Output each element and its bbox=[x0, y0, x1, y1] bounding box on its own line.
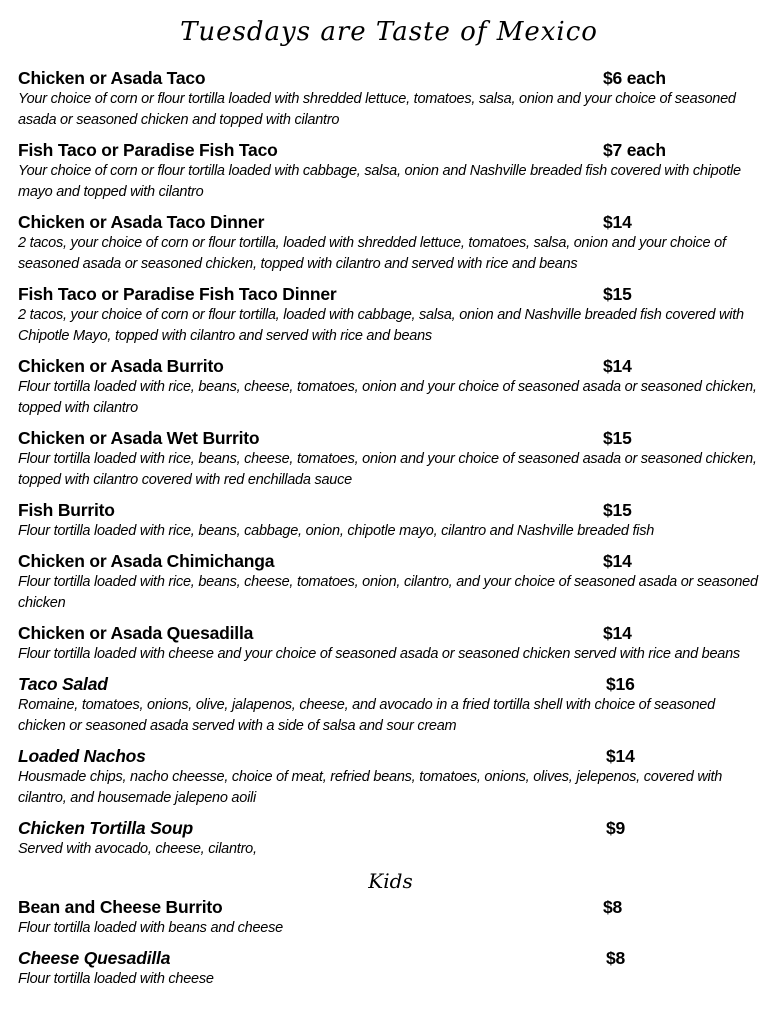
menu-item bbox=[18, 211, 763, 275]
menu-item-header bbox=[18, 283, 763, 305]
menu-item-name: Chicken or Asada Taco bbox=[18, 68, 206, 88]
menu-item-description: Flour tortilla loaded with rice, beans, cheese, tomatoes, onion, cilantro, and your choice of seasoned asada or seasoned chicken bbox=[18, 574, 758, 611]
menu-item bbox=[18, 673, 763, 737]
menu-item bbox=[18, 745, 763, 809]
menu bbox=[18, 67, 763, 998]
menu-item-header bbox=[18, 427, 763, 449]
menu-item-price: $15 bbox=[603, 428, 632, 448]
menu-item-name: Chicken or Asada Quesadilla bbox=[18, 623, 254, 643]
menu-item-header bbox=[18, 896, 763, 918]
menu-item-price: $15 bbox=[603, 284, 632, 304]
menu-item-header bbox=[18, 355, 763, 377]
menu-item-description: 2 tacos, your choice of corn or flour tortilla, loaded with cabbage, salsa, onion and Nashville breaded fish covered with Chipotle Mayo, topped with cilantro and served with rice and beans bbox=[18, 307, 744, 344]
kids-menu-item bbox=[18, 947, 763, 990]
menu-item-price: $15 bbox=[603, 500, 632, 520]
menu-item bbox=[18, 427, 763, 491]
menu-item-header bbox=[18, 817, 763, 839]
menu-item-header bbox=[18, 622, 763, 644]
menu-item bbox=[18, 67, 763, 131]
menu-item-name: Bean and Cheese Burrito bbox=[18, 897, 223, 917]
menu-item-header bbox=[18, 550, 763, 572]
menu-item bbox=[18, 550, 763, 614]
menu-item-description: Flour tortilla loaded with rice, beans, cabbage, onion, chipotle mayo, cilantro and Nashville breaded fish bbox=[18, 523, 655, 539]
menu-item bbox=[18, 355, 763, 419]
menu-item-price: $14 bbox=[606, 746, 635, 766]
menu-item-price: $7 each bbox=[603, 140, 666, 160]
menu-item-description: Romaine, tomatoes, onions, olive, jalapenos, cheese, and avocado in a fried tortilla shell with choice of seasoned chicken or seasoned asada served with a side of salsa and sour cream bbox=[18, 697, 715, 734]
menu-item-description: Flour tortilla loaded with rice, beans, cheese, tomatoes, onion and your choice of seasoned asada or seasoned chicken, topped with cilantro covered with red enchillada sauce bbox=[18, 451, 757, 488]
menu-item-name: Chicken Tortilla Soup bbox=[18, 818, 194, 838]
menu-item-description: Flour tortilla loaded with cheese and your choice of seasoned asada or seasoned chicken served with rice and beans bbox=[18, 646, 740, 662]
menu-item bbox=[18, 283, 763, 347]
kids-menu-item bbox=[18, 896, 763, 939]
menu-item-name: Chicken or Asada Taco Dinner bbox=[18, 212, 265, 232]
menu-item-name: Loaded Nachos bbox=[18, 746, 146, 766]
menu-item bbox=[18, 139, 763, 203]
menu-item bbox=[18, 622, 763, 665]
menu-item-price: $16 bbox=[606, 674, 635, 694]
menu-item-price: $8 bbox=[606, 948, 626, 968]
menu-item-description: Housmade chips, nacho cheesse, choice of meat, refried beans, tomatoes, onions, olives, jelepenos, covered with cilantro, and housemade jalepeno aoili bbox=[18, 769, 723, 806]
menu-item-description: Served with avocado, cheese, cilantro, bbox=[18, 841, 257, 857]
kids-section-title: Kids bbox=[368, 869, 413, 893]
menu-item-description: Flour tortilla loaded with beans and cheese bbox=[18, 920, 283, 936]
page-title: Tuesdays are Taste of Mexico bbox=[180, 17, 598, 47]
menu-item-name: Chicken or Asada Burrito bbox=[18, 356, 224, 376]
menu-item-header bbox=[18, 211, 763, 233]
menu-item-name: Taco Salad bbox=[18, 674, 108, 694]
menu-item-header bbox=[18, 745, 763, 767]
menu-item-description: Your choice of corn or flour tortilla loaded with shredded lettuce, tomatoes, salsa, onion and your choice of seasoned asada or seasoned chicken and topped with cilantro bbox=[18, 91, 736, 128]
menu-item-header bbox=[18, 67, 763, 89]
menu-item-name: Fish Burrito bbox=[18, 500, 115, 520]
menu-item-name: Chicken or Asada Wet Burrito bbox=[18, 428, 260, 448]
menu-item-name: Chicken or Asada Chimichanga bbox=[18, 551, 275, 571]
menu-item-header bbox=[18, 139, 763, 161]
menu-item-description: Flour tortilla loaded with rice, beans, cheese, tomatoes, onion and your choice of seasoned asada or seasoned chicken, topped with cilantro bbox=[18, 379, 757, 416]
menu-item bbox=[18, 499, 763, 542]
menu-item-name: Cheese Quesadilla bbox=[18, 948, 171, 968]
menu-item-description: 2 tacos, your choice of corn or flour tortilla, loaded with shredded lettuce, tomatoes, salsa, onion and your choice of seasoned asada or seasoned chicken, topped with cilantro and served with rice and beans bbox=[18, 235, 726, 272]
menu-item-header bbox=[18, 673, 763, 695]
menu-item-price: $6 each bbox=[603, 68, 666, 88]
menu-item-name: Fish Taco or Paradise Fish Taco Dinner bbox=[18, 284, 337, 304]
menu-item-price: $14 bbox=[603, 356, 632, 376]
menu-item-header bbox=[18, 499, 763, 521]
menu-item-description: Flour tortilla loaded with cheese bbox=[18, 971, 214, 987]
menu-item-price: $9 bbox=[606, 818, 626, 838]
menu-item bbox=[18, 817, 763, 860]
menu-item-description: Your choice of corn or flour tortilla loaded with cabbage, salsa, onion and Nashville breaded fish covered with chipotle mayo and topped with cilantro bbox=[18, 163, 741, 200]
menu-item-header bbox=[18, 947, 763, 969]
menu-item-price: $8 bbox=[603, 897, 623, 917]
menu-item-price: $14 bbox=[603, 551, 632, 571]
menu-item-price: $14 bbox=[603, 623, 632, 643]
menu-item-price: $14 bbox=[603, 212, 632, 232]
menu-item-name: Fish Taco or Paradise Fish Taco bbox=[18, 140, 278, 160]
